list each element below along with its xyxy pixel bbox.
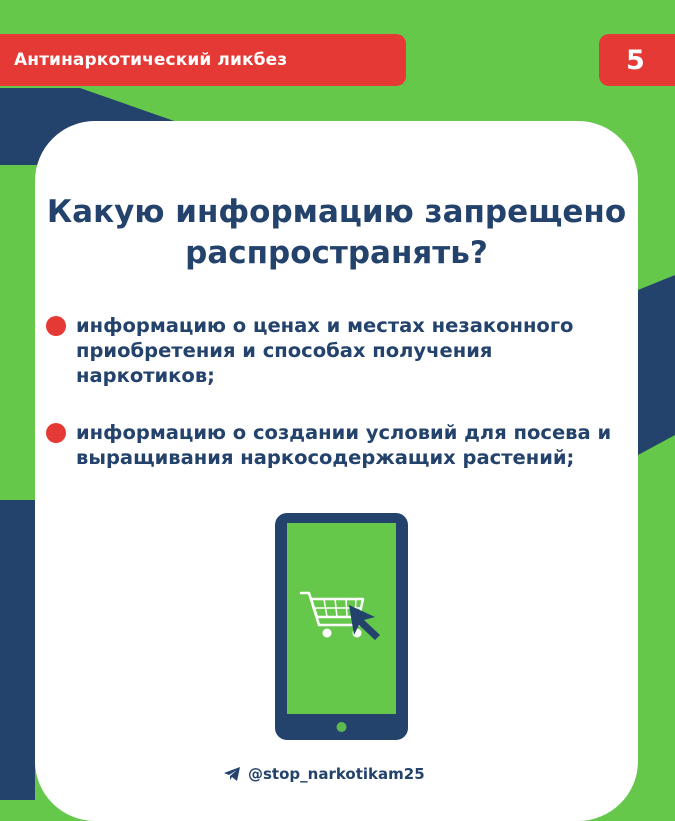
blue-bottom-left xyxy=(0,500,35,800)
footer-social-handle xyxy=(222,764,425,784)
bullet-dot-icon xyxy=(46,316,66,336)
bullet-dot-icon xyxy=(46,423,66,443)
blue-right-shape xyxy=(638,275,675,455)
telegram-icon xyxy=(222,764,242,784)
bullet-list xyxy=(46,313,626,502)
bullet-text: информацию о создании условий для посева и выращивания наркосодержащих растений; xyxy=(76,421,612,469)
social-handle-text[interactable]: @stop_narkotikam25 xyxy=(248,765,425,783)
bullet-text: информацию о ценах и местах незаконного приобретения и способах получения наркотиков; xyxy=(76,314,574,387)
header-title-pill xyxy=(0,34,406,86)
header-title: Антинаркотический ликбез xyxy=(14,50,288,70)
page-number: 5 xyxy=(626,44,645,76)
page-number-badge xyxy=(599,34,675,86)
page-title: Какую информацию запрещено распространять? xyxy=(46,194,627,271)
phone-icon xyxy=(275,513,408,740)
list-item xyxy=(46,313,626,388)
list-item xyxy=(46,420,626,470)
